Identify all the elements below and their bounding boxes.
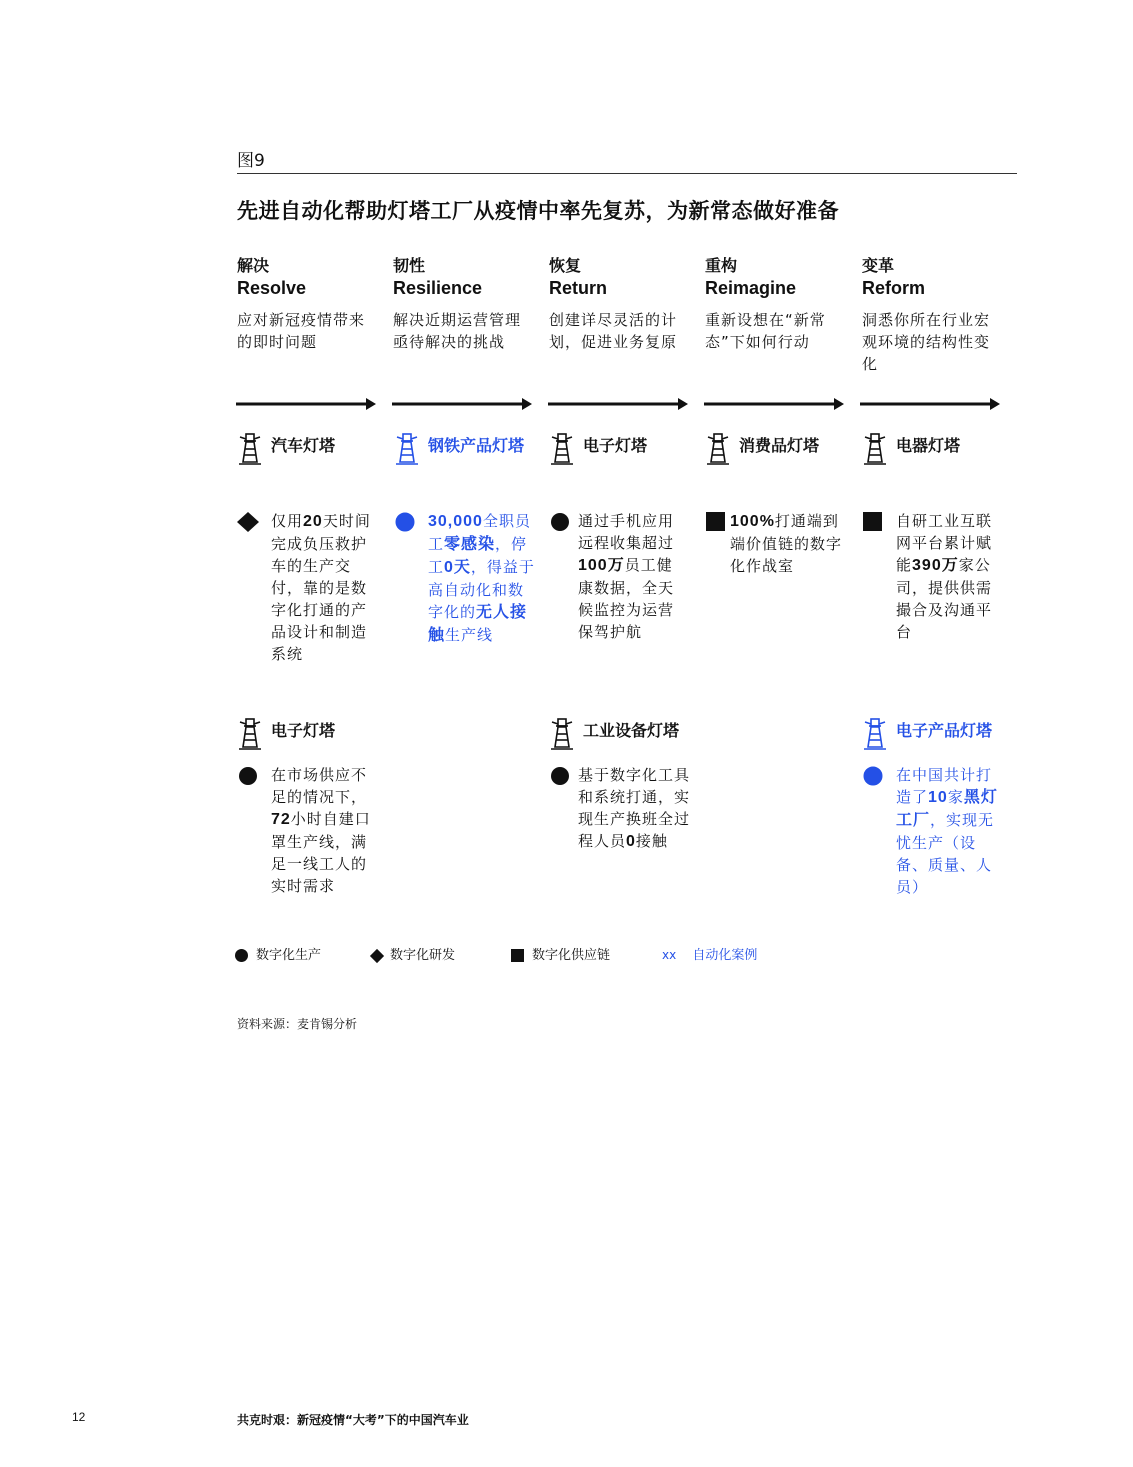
square-marker-icon bbox=[705, 512, 727, 532]
phase-reimagine bbox=[705, 255, 845, 353]
lighthouse-icon bbox=[549, 432, 575, 466]
phase-desc: 创建详尽灵活的计划，促进业务复原 bbox=[549, 311, 678, 351]
highlight-text: 0天 bbox=[444, 559, 471, 576]
phase-en: Reimagine bbox=[705, 278, 797, 298]
lighthouse-icon bbox=[862, 717, 888, 751]
lighthouse-icon bbox=[862, 432, 888, 466]
legend-item-digital-supply-chain bbox=[511, 944, 610, 963]
tower-name: 电器灯塔 bbox=[896, 436, 961, 455]
case-text-run: 天时间完成负压救护车的生产交付，靠的是数字化打通的产品设计和制造系统 bbox=[271, 512, 371, 663]
case-text-run: 通过手机应用远程收集超过 bbox=[578, 512, 675, 552]
tower-name: 钢铁产品灯塔 bbox=[428, 436, 525, 455]
highlight-text: 无人接触 bbox=[428, 604, 528, 644]
tower-name: 工业设备灯塔 bbox=[583, 721, 680, 740]
legend-label: 数字化供应链 bbox=[532, 948, 611, 963]
legend-label: 自动化案例 bbox=[692, 948, 758, 963]
case-text-run: 自研工业互联网平台累计赋能 bbox=[896, 512, 993, 574]
case-text-run: ，得益于高自动化和数字化的 bbox=[428, 558, 535, 621]
case-text bbox=[271, 510, 379, 665]
highlight-text: 零感染 bbox=[444, 536, 496, 553]
case-text-run: 生产线 bbox=[445, 626, 494, 644]
phase-zh: 恢复 bbox=[549, 256, 582, 275]
circle-marker-icon bbox=[549, 512, 571, 532]
phase-en: Reform bbox=[862, 278, 926, 298]
phase-desc: 重新设想在“新常态”下如何行动 bbox=[705, 311, 826, 351]
case-text bbox=[578, 510, 686, 643]
figure-divider bbox=[237, 173, 1017, 174]
page-number: 12 bbox=[72, 1410, 86, 1424]
legend-item-digital-production bbox=[235, 944, 321, 963]
case-text-run: 接触 bbox=[635, 832, 668, 850]
highlight-text: 100% bbox=[730, 513, 775, 530]
lighthouse-icon bbox=[394, 432, 420, 466]
case-text-run: 在市场供应不足的情况下， bbox=[271, 766, 368, 806]
tower-name: 电子灯塔 bbox=[271, 721, 336, 740]
case-text-run: 在中国共计打造了 bbox=[896, 766, 993, 806]
case-text-run: 小时自建口罩生产线，满足一线工人的实时需求 bbox=[271, 810, 371, 895]
case-text-run: 员工健康数据，全天候监控为运营保驾护航 bbox=[578, 556, 675, 641]
circle-marker-icon bbox=[862, 766, 884, 786]
highlight-text: 30,000 bbox=[428, 513, 483, 530]
legend bbox=[235, 944, 835, 966]
square-marker-icon bbox=[862, 512, 884, 532]
phase-zh: 重构 bbox=[705, 256, 738, 275]
phase-resolve bbox=[237, 255, 377, 353]
case-text bbox=[730, 510, 846, 577]
tower-name: 电子灯塔 bbox=[583, 436, 648, 455]
phase-en: Return bbox=[549, 278, 607, 298]
legend-item-digital-rnd bbox=[370, 944, 455, 963]
figure-title: 先进自动化帮助灯塔工厂从疫情中率先复苏，为新常态做好准备 bbox=[237, 199, 839, 223]
arrow-icon bbox=[704, 397, 844, 411]
legend-label: 数字化生产 bbox=[256, 948, 322, 963]
case-text-run: 打通端到端价值链的数字化作战室 bbox=[730, 512, 843, 575]
arrow-icon bbox=[860, 397, 1000, 411]
phase-en: Resilience bbox=[393, 278, 483, 298]
circle-marker-icon bbox=[237, 766, 259, 786]
highlight-text: 10 bbox=[928, 789, 948, 806]
highlight-text: 黑灯工厂 bbox=[896, 789, 998, 829]
phase-desc: 解决近期运营管理亟待解决的挑战 bbox=[393, 311, 522, 351]
case-text-run: 全职员工 bbox=[428, 512, 531, 553]
case-text bbox=[428, 510, 536, 647]
phase-en: Resolve bbox=[237, 278, 307, 298]
diamond-marker-icon bbox=[237, 512, 259, 532]
figure-label: 图9 bbox=[237, 151, 265, 171]
phase-resilience bbox=[393, 255, 533, 353]
lighthouse-icon bbox=[237, 432, 263, 466]
case-text bbox=[896, 764, 1004, 898]
phase-zh: 变革 bbox=[862, 256, 895, 275]
circle-marker-icon bbox=[394, 512, 416, 532]
case-text bbox=[896, 510, 1004, 643]
phase-desc: 洞悉你所在行业宏观环境的结构性变化 bbox=[862, 311, 991, 373]
arrow-icon bbox=[392, 397, 532, 411]
footer-title: 共克时艰：新冠疫情“大考”下的中国汽车业 bbox=[237, 1413, 469, 1427]
case-text-run: 家 bbox=[947, 788, 964, 806]
case-text bbox=[578, 764, 698, 853]
lighthouse-icon bbox=[237, 717, 263, 751]
source-note: 资料来源：麦肯锡分析 bbox=[237, 1017, 358, 1031]
circle-marker-icon bbox=[549, 766, 571, 786]
phase-reform bbox=[862, 255, 1002, 375]
arrow-icon bbox=[236, 397, 376, 411]
square-marker-icon bbox=[511, 949, 524, 962]
lighthouse-icon bbox=[705, 432, 731, 466]
case-text-run: 家公司，提供供需撮合及沟通平台 bbox=[896, 556, 993, 641]
tower-name: 电子产品灯塔 bbox=[896, 721, 993, 740]
case-text-run: 基于数字化工具和系统打通，实现生产换班全过程人员 bbox=[578, 766, 691, 850]
phase-zh: 韧性 bbox=[393, 256, 426, 275]
highlight-text: 72 bbox=[271, 811, 291, 828]
legend-item-automation-case bbox=[662, 944, 757, 963]
case-text bbox=[271, 764, 379, 897]
highlight-text: 20 bbox=[303, 513, 323, 530]
highlight-text: 100万 bbox=[578, 557, 625, 574]
legend-label: 数字化研发 bbox=[390, 948, 456, 963]
circle-marker-icon bbox=[235, 949, 248, 962]
phase-zh: 解决 bbox=[237, 256, 270, 275]
automation-marker: xx bbox=[662, 948, 677, 962]
case-text-run: 仅用 bbox=[271, 512, 304, 530]
highlight-text: 0 bbox=[626, 833, 636, 850]
case-text-run: ，实现无忧生产（设备、质量、人员） bbox=[896, 811, 995, 896]
lighthouse-icon bbox=[549, 717, 575, 751]
tower-name: 消费品灯塔 bbox=[739, 436, 820, 455]
phase-return bbox=[549, 255, 689, 353]
highlight-text: 390万 bbox=[912, 557, 959, 574]
tower-name: 汽车灯塔 bbox=[271, 436, 336, 455]
case-text-run: ，停工 bbox=[428, 535, 528, 576]
diamond-marker-icon bbox=[370, 948, 384, 962]
phase-desc: 应对新冠疫情带来的即时问题 bbox=[237, 311, 366, 351]
arrow-icon bbox=[548, 397, 688, 411]
